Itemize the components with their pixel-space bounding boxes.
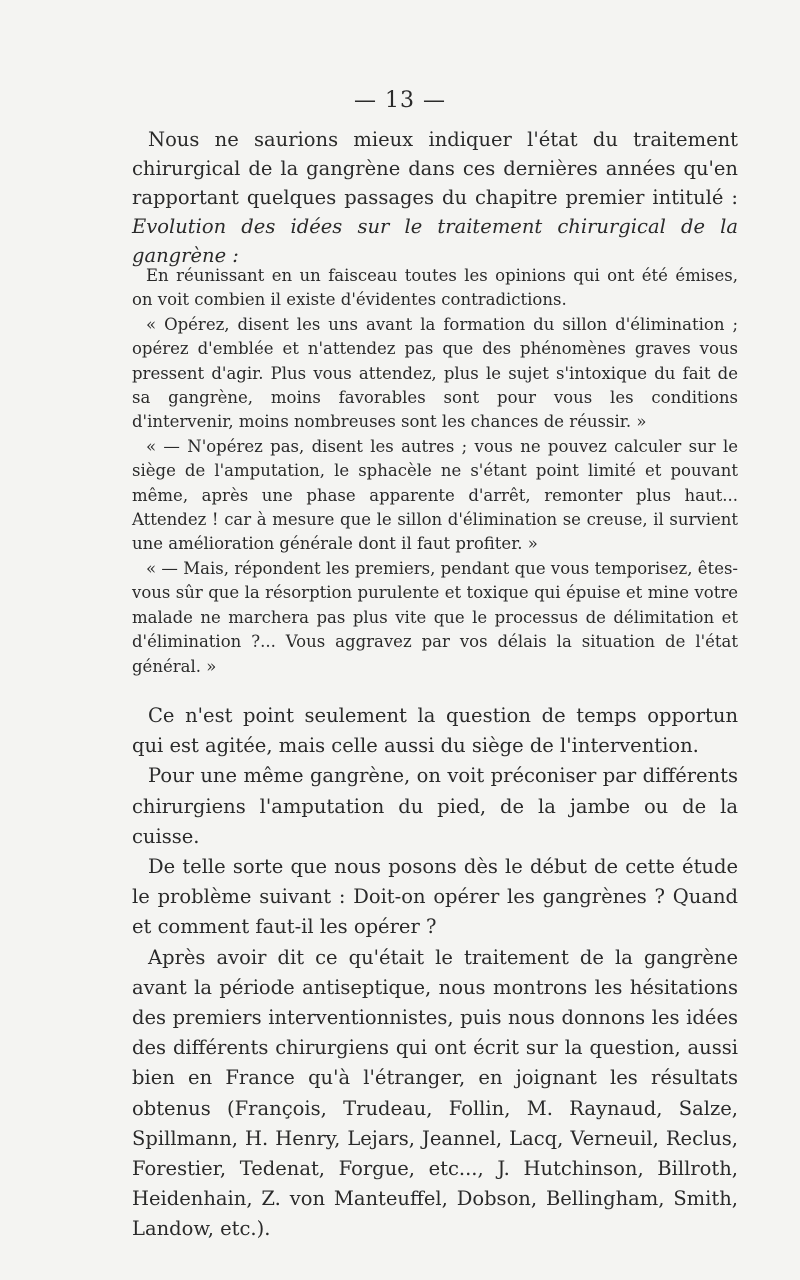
body-paragraph: Pour une même gangrène, on voit préconiser par différents chirurgiens l'amputation du pied, de la jambe ou de la cuisse. [132,764,738,848]
body-paragraph: De telle sorte que nous posons dès le début de cette étude le problème suivant : Doit-on opérer les gangrènes ? Quand et comment faut-il les opérer ? [132,855,738,939]
quote-paragraph: En réunissant en un faisceau toutes les opinions qui ont été émises, on voit combien il existe d'évidentes contradictions. [132,266,738,310]
chapter-title: Evolution des idées sur le traitement chirurgical de la gangrène : [132,215,738,267]
quote-paragraph: « — Mais, répondent les premiers, pendant que vous temporisez, êtes-vous sûr que la résorption purulente et toxique qui épuise et mine votre malade ne marchera pas plus vite que le processus de délimitation et d'élimination ?... Vous aggravez par vos délais la situation de l'état général. » [132,558,738,676]
quote-paragraph: « Opérez, disent les uns avant la formation du sillon d'élimination ; opérez d'emblée et n'attendez pas que des phénomènes graves vous pressent d'agir. Plus vous attendez, plus le sujet s'intoxique du fait de sa gangrène, moins favorables sont pour vous les conditions d'intervenir, moins nombreuses sont les chances de réussir. » [132,314,738,432]
intro-paragraph [132,125,738,270]
body-paragraph: Ce n'est point seulement la question de temps opportun qui est agitée, mais celle aussi du siège de l'intervention. [132,704,738,758]
intro-paragraph-block [132,125,738,270]
quote-paragraph: « — N'opérez pas, disent les autres ; vous ne pouvez calculer sur le siège de l'amputation, le sphacèle ne s'étant point limité et pouvant même, après une phase apparente d'arrêt, remonter plus haut... Attendez ! car à mesure que le sillon d'élimination se creuse, il survient une amélioration générale dont il faut profiter. » [132,436,738,554]
body-paragraph: Après avoir dit ce qu'était le traitement de la gangrène avant la période antiseptique, nous montrons les hésitations des premiers interventionnistes, puis nous donnons les idées des différents chirurgiens qui ont écrit sur la question, aussi bien en France qu'à l'étranger, en joignant les résultats obtenus (François, Trudeau, Follin, M. Raynaud, Salze, Spillmann, H. Henry, Lejars, Jeannel, Lacq, Verneuil, Reclus, Forestier, Tedenat, Forgue, etc..., J. Hutchinson, Billroth, Heidenhain, Z. von Manteuffel, Dobson, Bellingham, Smith, Landow, etc.). [132,945,738,1241]
quoted-passage [132,264,738,679]
intro-text: Nous ne saurions mieux indiquer l'état du traitement chirurgical de la gangrène dans ces dernières années qu'en rapportant quelques passages du chapitre premier intitulé : [132,128,738,209]
page-number: — 13 — [354,88,446,113]
main-body [132,701,738,1245]
